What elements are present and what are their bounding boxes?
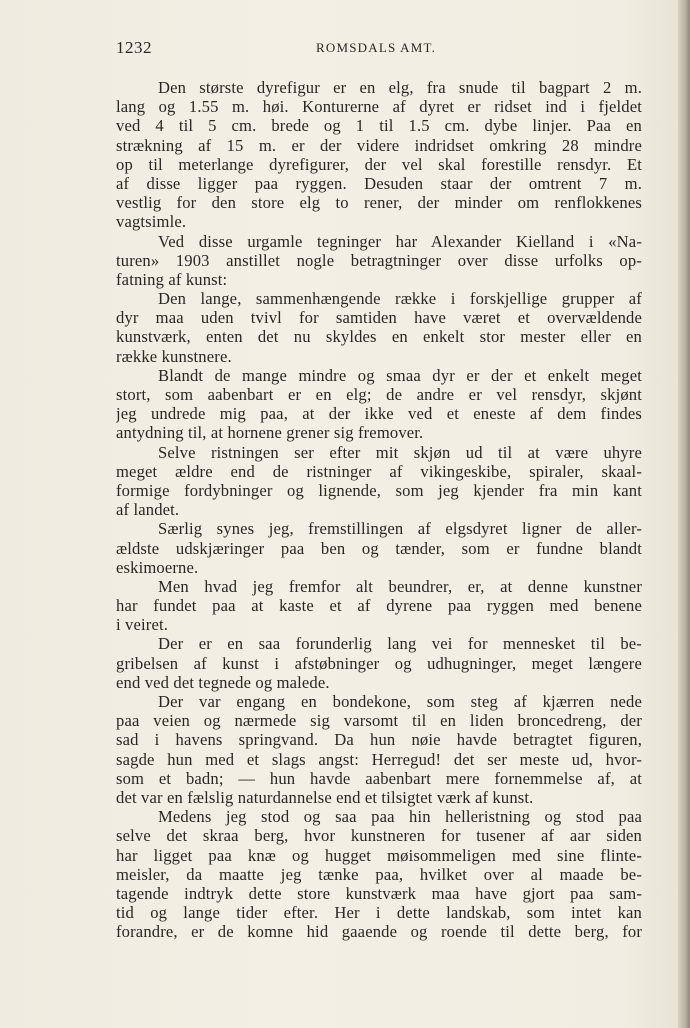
text-line: Den største dyrefigur er en elg, fra snude til bagpart 2 m. — [158, 78, 642, 97]
text-line: end ved det tegnede og malede. — [116, 672, 330, 692]
text-line: ældste udskjæringer paa ben og tænder, som er fundne blandt — [116, 538, 642, 558]
page-edge — [678, 0, 690, 1028]
text-line: Der var engang en bondekone, som steg af kjærren nede — [158, 692, 642, 711]
text-line: som et badn; — hun havde aabenbart mere fornemmelse af, at — [116, 768, 642, 788]
text-line: op til meterlange dyrefigurer, der vel skal forestille rensdyr. Et — [116, 154, 642, 174]
text-line: dyr maa uden tvivl for samtiden have været et overvældende — [116, 308, 642, 328]
text-line: jeg undrede mig paa, at der ikke ved et eneste af dem findes — [116, 404, 642, 424]
text-line: antydning til, at hornene grener sig fremover. — [116, 423, 424, 443]
text-line: af landet. — [116, 500, 180, 520]
text-line: fatning af kunst: — [116, 269, 228, 289]
text-line: selve det skraa berg, hvor kunstneren for tusener af aar siden — [116, 826, 642, 846]
text-line: stort, som aabenbart er en elg; de andre er vel rensdyr, skjønt — [116, 385, 642, 404]
text-line: formige fordybninger og lignende, som jeg kjender fra min kant — [116, 480, 642, 500]
text-line: meisler, da maatte jeg tænke paa, hvilket over al maade be- — [116, 864, 642, 884]
running-head — [116, 38, 642, 60]
text-line: Medens jeg stod og saa paa hin helleristning og stod paa — [158, 807, 642, 827]
text-line: meget ældre end de ristninger af vikingeskibe, spiraler, skaal- — [116, 461, 642, 481]
text-line: række kunstnere. — [116, 346, 232, 366]
text-line: gribelsen af kunst i afstøbninger og udhugninger, meget længere — [116, 653, 642, 673]
section-title: ROMSDALS AMT. — [316, 40, 437, 55]
text-line: Særlig synes jeg, fremstillingen af elgsdyret ligner de aller- — [158, 519, 642, 539]
text-line: ved 4 til 5 cm. brede og 1 til 1.5 cm. dybe linjer. Paa en — [116, 116, 642, 136]
text-line: lang og 1.55 m. høi. Konturerne af dyret er ridset ind i fjeldet — [116, 97, 642, 117]
text-line: paa veien og nærmede sig varsomt til en liden broncedreng, der — [116, 711, 642, 731]
text-line: turen» 1903 anstillet nogle betragtninger over disse urfolks op- — [116, 250, 642, 270]
text-line: sagde hun med et slags angst: Herregud! det ser meste ud, hvor- — [116, 749, 642, 769]
text-line: tid og lange tider efter. Her i dette landskab, som intet kan — [116, 903, 642, 923]
text-line: vestlig for den store elg to rener, der minder om renflokkenes — [116, 193, 642, 213]
text-line: det var en fælslig naturdannelse end et tilsigtet værk af kunst. — [116, 787, 534, 807]
text-line: af disse ligger paa ryggen. Desuden staar der omtrent 7 m. — [116, 173, 642, 193]
text-line: har ligget paa knæ og hugget møisommeligen med sine flinte- — [116, 845, 642, 865]
text-line: Ved disse urgamle tegninger har Alexander Kielland i «Na- — [158, 231, 642, 251]
text-line: Der er en saa forunderlig lang vei for mennesket til be- — [158, 634, 642, 654]
text-line: eskimoerne. — [116, 557, 199, 577]
text-line: Den lange, sammenhængende række i forskjellige grupper af — [158, 289, 642, 309]
text-line: har fundet paa at kaste et af dyrene paa ryggen med benene — [116, 596, 642, 616]
text-line: kunstværk, enten det nu skyldes en enkelt stor mester eller en — [116, 327, 642, 347]
page-number: 1232 — [116, 38, 152, 57]
text-line: tagende indtryk dette store kunstværk maa have gjort paa sam- — [116, 883, 642, 903]
text-line: sad i havens springvand. Da hun nøie havde betragtet figuren, — [116, 730, 642, 750]
text-line: Selve ristningen ser efter mit skjøn ud til at være uhyre — [158, 442, 642, 462]
text-line: strækning af 15 m. er der videre indridset omkring 28 mindre — [116, 135, 642, 155]
text-line: vagtsimle. — [116, 212, 187, 232]
text-line: i veiret. — [116, 615, 169, 635]
text-line: Blandt de mange mindre og smaa dyr er der et enkelt meget — [158, 365, 642, 385]
text-line: Men hvad jeg fremfor alt beundrer, er, at denne kunstner — [158, 576, 642, 596]
body-text — [116, 78, 642, 941]
text-line: forandre, er de komne hid gaaende og roende til dette berg, for — [116, 922, 642, 942]
